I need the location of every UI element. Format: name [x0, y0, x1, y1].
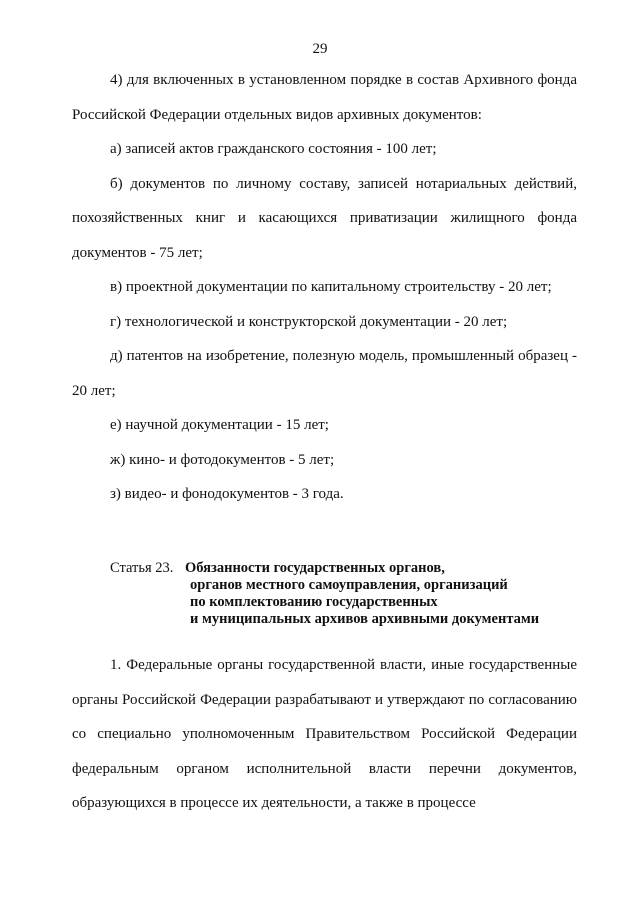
list-item-g: г) технологической и конструкторской документации - 20 лет; — [110, 313, 508, 330]
article-body — [72, 648, 577, 821]
article-title — [185, 560, 540, 628]
list-item-zh: ж) кино- и фотодокументов - 5 лет; — [110, 451, 335, 468]
list-item-4: 4) для включенных в установленном порядке в состав Архивного фонда Российской Федерации отдельных видов архивных документов: — [72, 72, 577, 123]
list-item-d: д) патентов на изобретение, полезную модель, промышленный образец - 20 лет; — [72, 348, 577, 399]
paragraph-1: 1. Федеральные органы государственной власти, иные государственные органы Российской Федерации разрабатывают и утверждают по согласованию со специально уполномоченным Правительством Российской Федерации федеральным органом исполнительной власти перечни документов, образующихся в процессе их деятельности, а также в процессе — [72, 657, 577, 811]
article-label: Статья 23. — [110, 560, 174, 576]
list-item-b: б) документов по личному составу, записей нотариальных действий, похозяйственных книг и касающихся приватизации жилищного фонда документов - 75 лет; — [72, 175, 577, 261]
retention-list — [72, 63, 577, 512]
article-title-line: по комплектованию государственных — [190, 594, 438, 610]
page-number: 29 — [312, 41, 328, 57]
article-title-line: и муниципальных архивов архивными документами — [190, 611, 540, 627]
article-title-line: Обязанности государственных органов, — [185, 560, 445, 576]
article-heading — [110, 560, 580, 628]
list-item-v: в) проектной документации по капитальному строительству - 20 лет; — [110, 279, 552, 295]
list-item-e: е) научной документации - 15 лет; — [110, 417, 329, 433]
article-title-line: органов местного самоуправления, организаций — [190, 577, 508, 593]
list-item-a: а) записей актов гражданского состояния - 100 лет; — [110, 141, 437, 157]
list-item-z: з) видео- и фонодокументов - 3 года. — [110, 486, 344, 502]
